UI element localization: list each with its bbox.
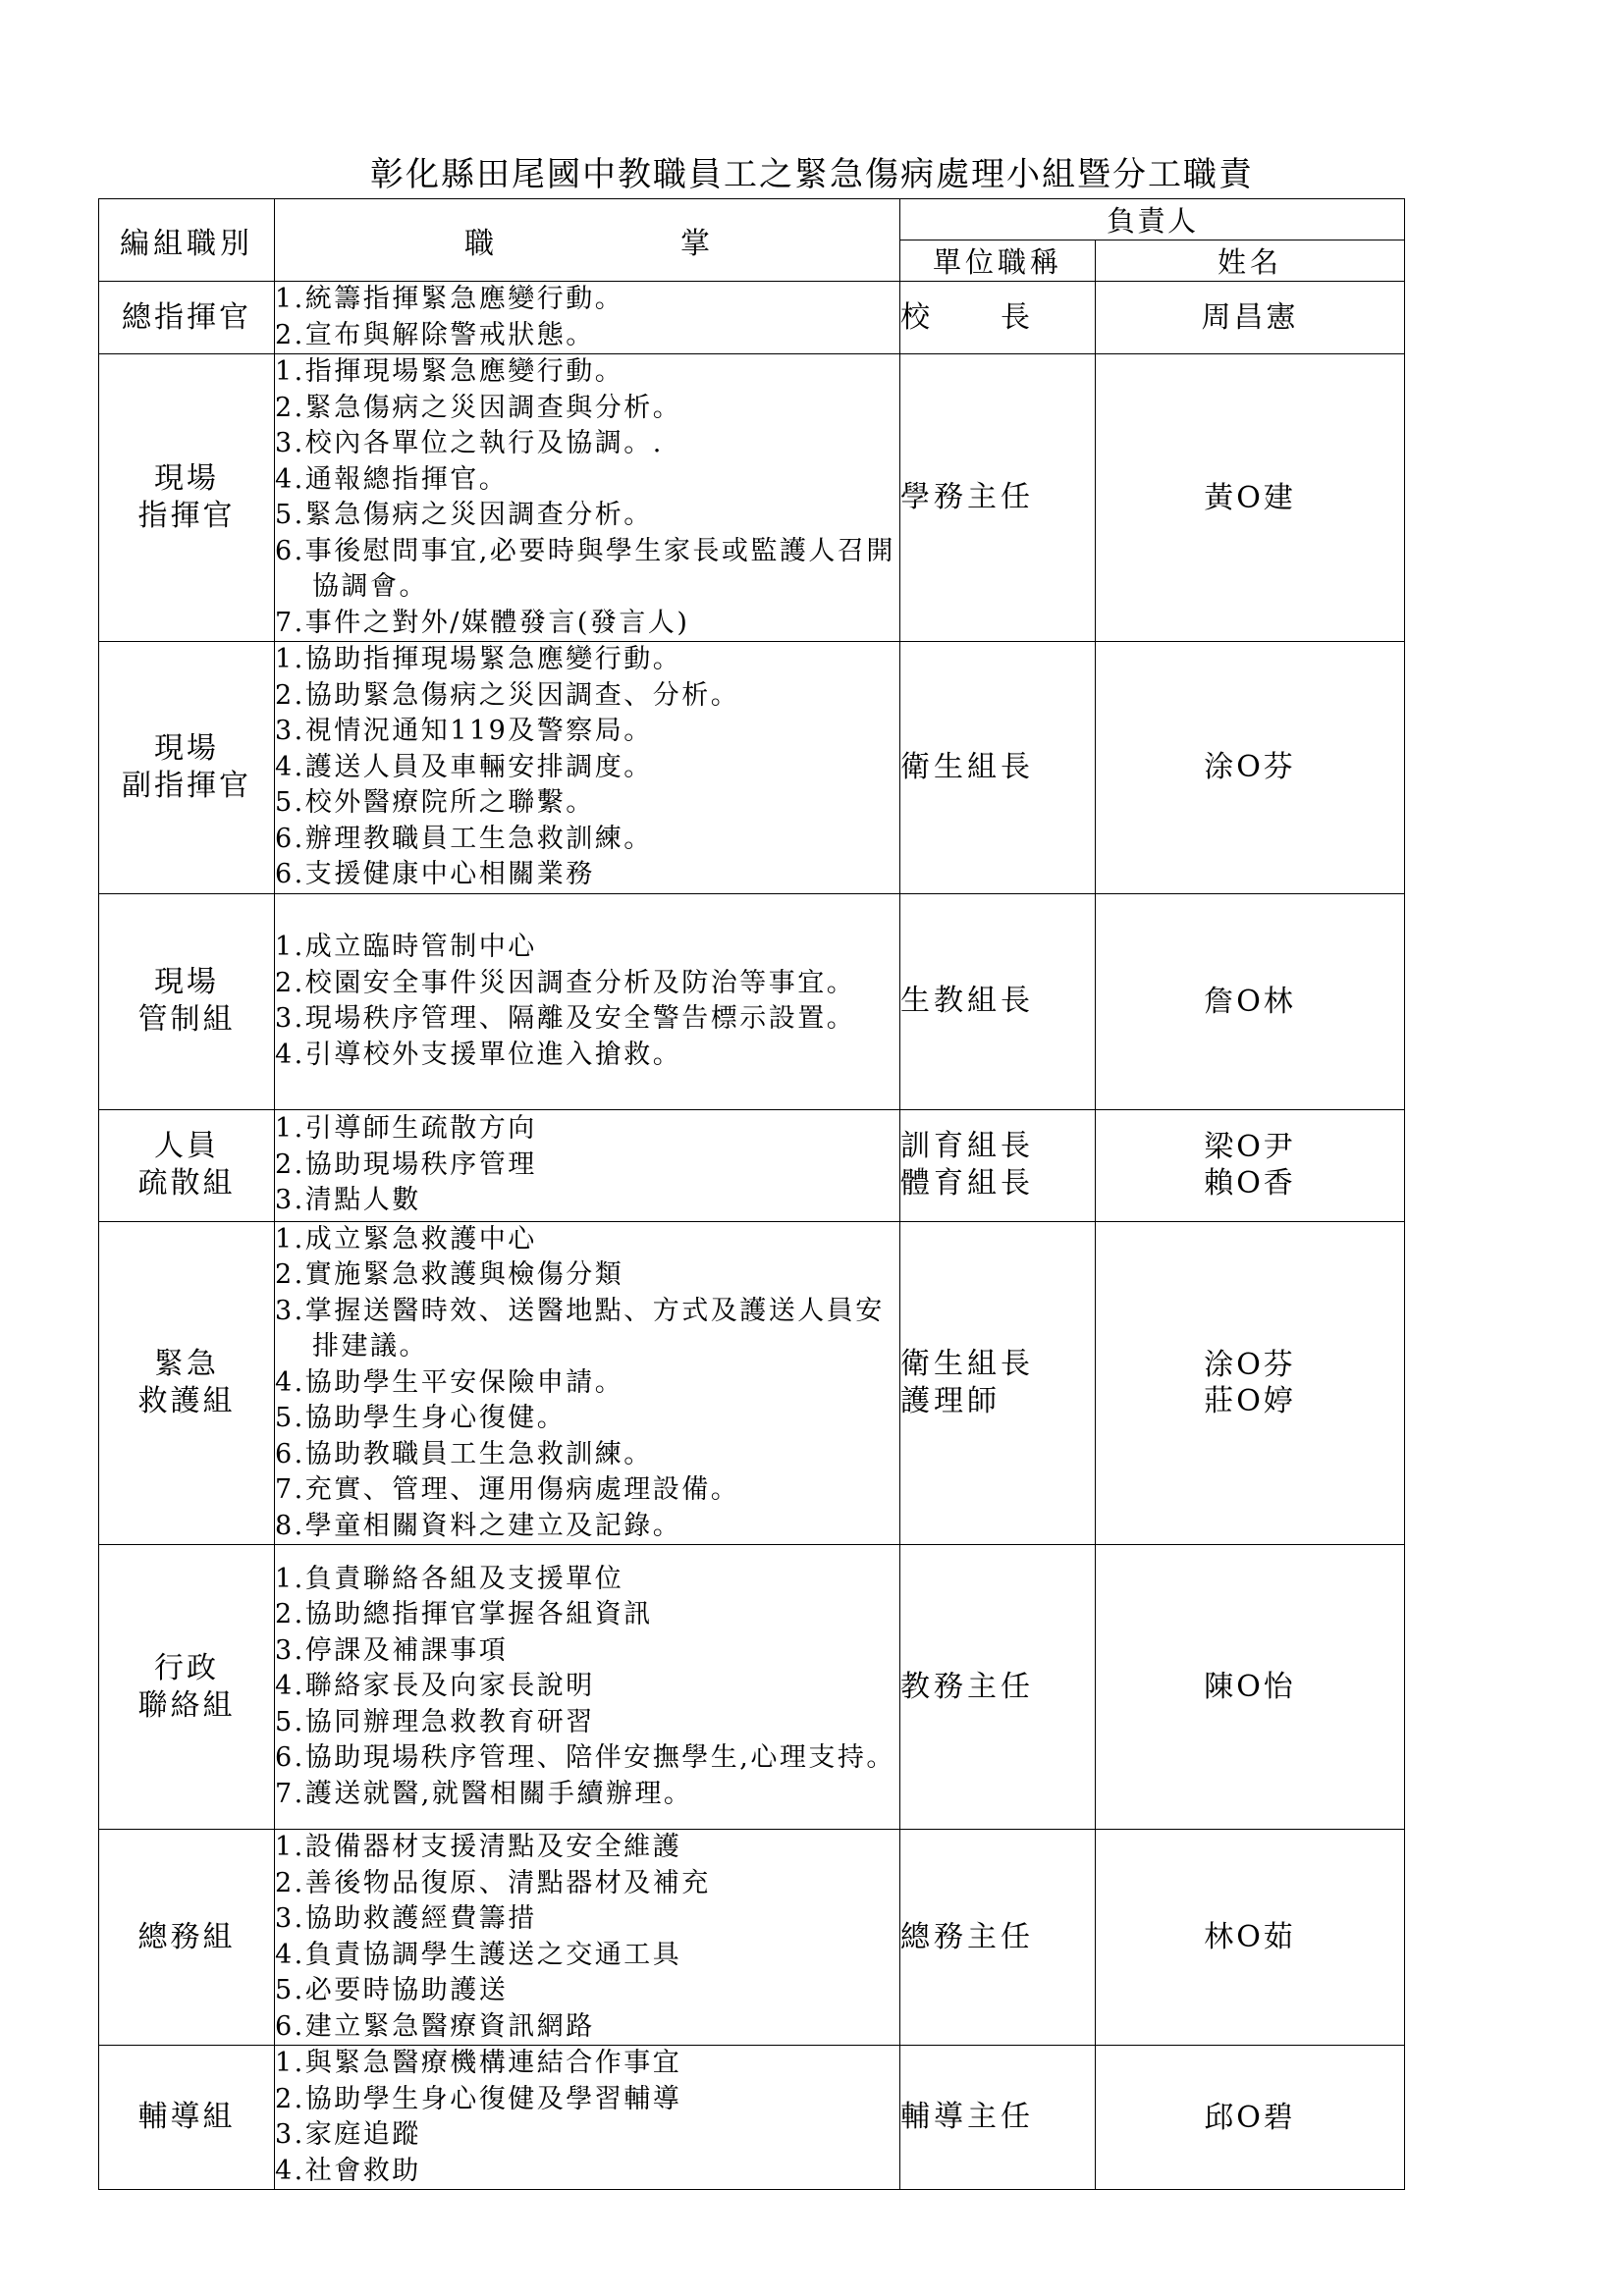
group-name: 總指揮官 [122,299,251,335]
group-cell [99,1109,275,1221]
group-name: 現場 [154,965,219,999]
duty-item: 7.事件之對外/媒體發言(發言人) [275,607,690,638]
duty-item: 3.家庭追蹤 [275,2119,421,2150]
duty-item: 2.協助現場秩序管理 [275,1148,537,1180]
duty-item: 2.協助緊急傷病之災因調查、分析。 [275,679,740,711]
duty-item: 3.掌握送醫時效、送醫地點、方式及護送人員安排建議。 [275,1295,885,1362]
unit-title: 輔導主任 [900,2100,1034,2134]
person-name: 涂O芬 [1204,750,1296,785]
unit-cell [900,642,1096,894]
header-duty [275,199,900,282]
duty-item: 7.護送就醫,就醫相關手續辦理。 [275,1778,693,1809]
duty-item: 1.指揮現場緊急應變行動。 [275,356,624,387]
duty-item: 7.充實、管理、運用傷病處理設備。 [275,1474,740,1505]
duty-item: 2.善後物品復原、清點器材及補充 [275,1867,711,1898]
duty-list [275,282,899,353]
person-name: 詹O林 [1204,984,1296,1019]
unit-title: 衛生組長 [900,1346,1034,1381]
table-row [99,282,1405,354]
unit-title: 生教組長 [900,984,1034,1018]
duty-item: 3.清點人數 [275,1185,421,1216]
table-row [99,2046,1405,2190]
duty-item: 6.支援健康中心相關業務 [275,859,595,889]
unit-title: 衛生組長 [900,749,1034,784]
name-cell [1096,1221,1405,1545]
header-unit: 單位職稱 [900,240,1096,282]
group-name: 管制組 [137,1002,236,1037]
table-row [99,1545,1405,1830]
duty-list [275,930,899,1073]
person-name: 陳O怡 [1204,1670,1296,1704]
duty-item: 2.實施緊急救護與檢傷分類 [275,1259,624,1290]
unit-cell [900,893,1096,1109]
name-cell [1096,1109,1405,1221]
header-responsible: 負責人 [900,199,1405,240]
group-name: 總務組 [137,1919,236,1954]
duties-cell [275,1221,900,1545]
table-row [99,354,1405,642]
name-cell [1096,2046,1405,2190]
unit-cell [900,1109,1096,1221]
name-cell [1096,354,1405,642]
unit-title: 教務主任 [900,1669,1034,1704]
duty-item: 5.緊急傷病之災因調查分析。 [275,500,653,530]
duty-item: 4.通報總指揮官。 [275,463,509,495]
duty-item: 3.校內各單位之執行及協調。. [275,428,664,458]
table-row [99,642,1405,894]
table-row [99,893,1405,1109]
person-name: 莊O婷 [1204,1383,1296,1418]
group-cell [99,354,275,642]
person-name: 梁O尹 [1204,1130,1296,1164]
group-cell [99,1221,275,1545]
group-name: 現場 [154,730,219,766]
duty-list [275,1830,899,2045]
unit-title: 校 長 [900,299,1034,335]
table-row [99,1109,1405,1221]
duty-list [275,1562,899,1813]
header-duty-right: 掌 [680,226,710,261]
unit-cell [900,1545,1096,1830]
duty-item: 6.建立緊急醫療資訊網路 [275,2010,595,2042]
name-cell [1096,642,1405,894]
duty-item: 8.學童相關資料之建立及記錄。 [275,1510,682,1541]
name-cell [1096,1830,1405,2046]
unit-title: 學務主任 [900,480,1034,514]
duties-cell [275,1830,900,2046]
duty-item: 5.協助學生身心復健。 [275,1403,567,1433]
duties-cell [275,1545,900,1830]
unit-title: 體育組長 [900,1166,1034,1201]
duty-item: 6.辦理教職員工生急救訓練。 [275,823,653,854]
duty-list [275,1222,899,1545]
unit-cell [900,282,1096,354]
group-cell [99,1830,275,2046]
person-name: 賴O香 [1204,1166,1296,1201]
unit-cell [900,2046,1096,2190]
duty-table [98,198,1405,2190]
name-cell [1096,893,1405,1109]
group-cell [99,282,275,354]
duty-item: 6.事後慰問事宜,必要時與學生家長或監護人召開協調會。 [275,535,895,602]
group-name: 副指揮官 [122,768,251,803]
name-cell [1096,1545,1405,1830]
group-cell [99,893,275,1109]
table-body [99,282,1405,2190]
duty-item: 3.停課及補課事項 [275,1634,509,1666]
unit-title: 總務主任 [900,1919,1034,1954]
group-name: 人員 [154,1129,219,1163]
group-name: 救護組 [137,1383,236,1418]
duty-item: 1.與緊急醫療機構連結合作事宜 [275,2048,682,2078]
duty-item: 2.宣布與解除警戒狀態。 [275,319,595,350]
header-group: 編組職別 [99,199,275,282]
duty-item: 2.協助學生身心復健及學習輔導 [275,2083,682,2114]
unit-cell [900,1221,1096,1545]
duty-item: 4.護送人員及車輛安排調度。 [275,751,653,782]
duty-item: 6.協助教職員工生急救訓練。 [275,1438,653,1469]
duties-cell [275,282,900,354]
duties-cell [275,2046,900,2190]
table-row [99,1221,1405,1545]
duties-cell [275,642,900,894]
document-title: 彰化縣田尾國中教職員工之緊急傷病處理小組暨分工職責 [370,155,1254,194]
group-name: 現場 [154,461,219,496]
group-cell [99,1545,275,1830]
group-cell [99,2046,275,2190]
duty-item: 1.協助指揮現場緊急應變行動。 [275,644,682,674]
duty-item: 2.緊急傷病之災因調查與分析。 [275,392,682,423]
group-name: 疏散組 [137,1166,236,1201]
duty-item: 1.設備器材支援清點及安全維護 [275,1832,682,1862]
duty-item: 1.成立緊急救護中心 [275,1223,537,1255]
duties-cell [275,893,900,1109]
header-duty-left: 職 [464,226,494,261]
duties-cell [275,354,900,642]
person-name: 林O茹 [1204,1920,1296,1954]
duty-item: 5.校外醫療院所之聯繫。 [275,787,595,818]
group-name: 指揮官 [137,499,236,533]
group-name: 輔導組 [137,2100,236,2134]
duty-item: 2.協助總指揮官掌握各組資訊 [275,1599,653,1630]
duty-list [275,354,899,641]
duty-item: 1.成立臨時管制中心 [275,932,537,962]
duty-list [275,642,899,893]
duty-item: 5.協同辦理急救教育研習 [275,1706,595,1737]
group-name: 行政 [154,1650,219,1685]
unit-title: 訓育組長 [900,1129,1034,1163]
unit-cell [900,354,1096,642]
header-name: 姓名 [1096,240,1405,282]
duty-item: 3.現場秩序管理、隔離及安全警告標示設置。 [275,1003,856,1034]
person-name: 邱O碧 [1204,2100,1296,2135]
duty-item: 4.社會救助 [275,2155,421,2186]
duty-item: 4.聯絡家長及向家長說明 [275,1671,595,1702]
person-name: 黃O建 [1204,480,1296,515]
group-name: 聯絡組 [137,1687,236,1723]
duty-item: 4.負責協調學生護送之交通工具 [275,1939,682,1970]
person-name: 周昌憲 [1201,300,1299,335]
duty-item: 1.統籌指揮緊急應變行動。 [275,284,624,314]
person-name: 涂O芬 [1204,1347,1296,1382]
duty-item: 6.協助現場秩序管理、陪伴安撫學生,心理支持。 [275,1742,895,1774]
duty-item: 3.視情況通知119及警察局。 [275,716,653,746]
unit-cell [900,1830,1096,2046]
duty-item: 4.引導校外支援單位進入搶救。 [275,1039,682,1070]
table-row [99,1830,1405,2046]
duties-cell [275,1109,900,1221]
duty-list [275,2046,899,2189]
group-name: 緊急 [154,1346,219,1381]
table-header [99,199,1405,282]
unit-title: 護理師 [900,1383,1001,1418]
group-cell [99,642,275,894]
name-cell [1096,282,1405,354]
duty-item: 1.引導師生疏散方向 [275,1113,537,1145]
duty-list [275,1111,899,1219]
duty-item: 2.校園安全事件災因調查分析及防治等事宜。 [275,967,856,998]
duty-item: 4.協助學生平安保險申請。 [275,1366,624,1398]
duty-item: 1.負責聯絡各組及支援單位 [275,1563,624,1594]
duty-item: 3.協助救護經費籌措 [275,1903,537,1934]
duty-item: 5.必要時協助護送 [275,1975,509,2005]
